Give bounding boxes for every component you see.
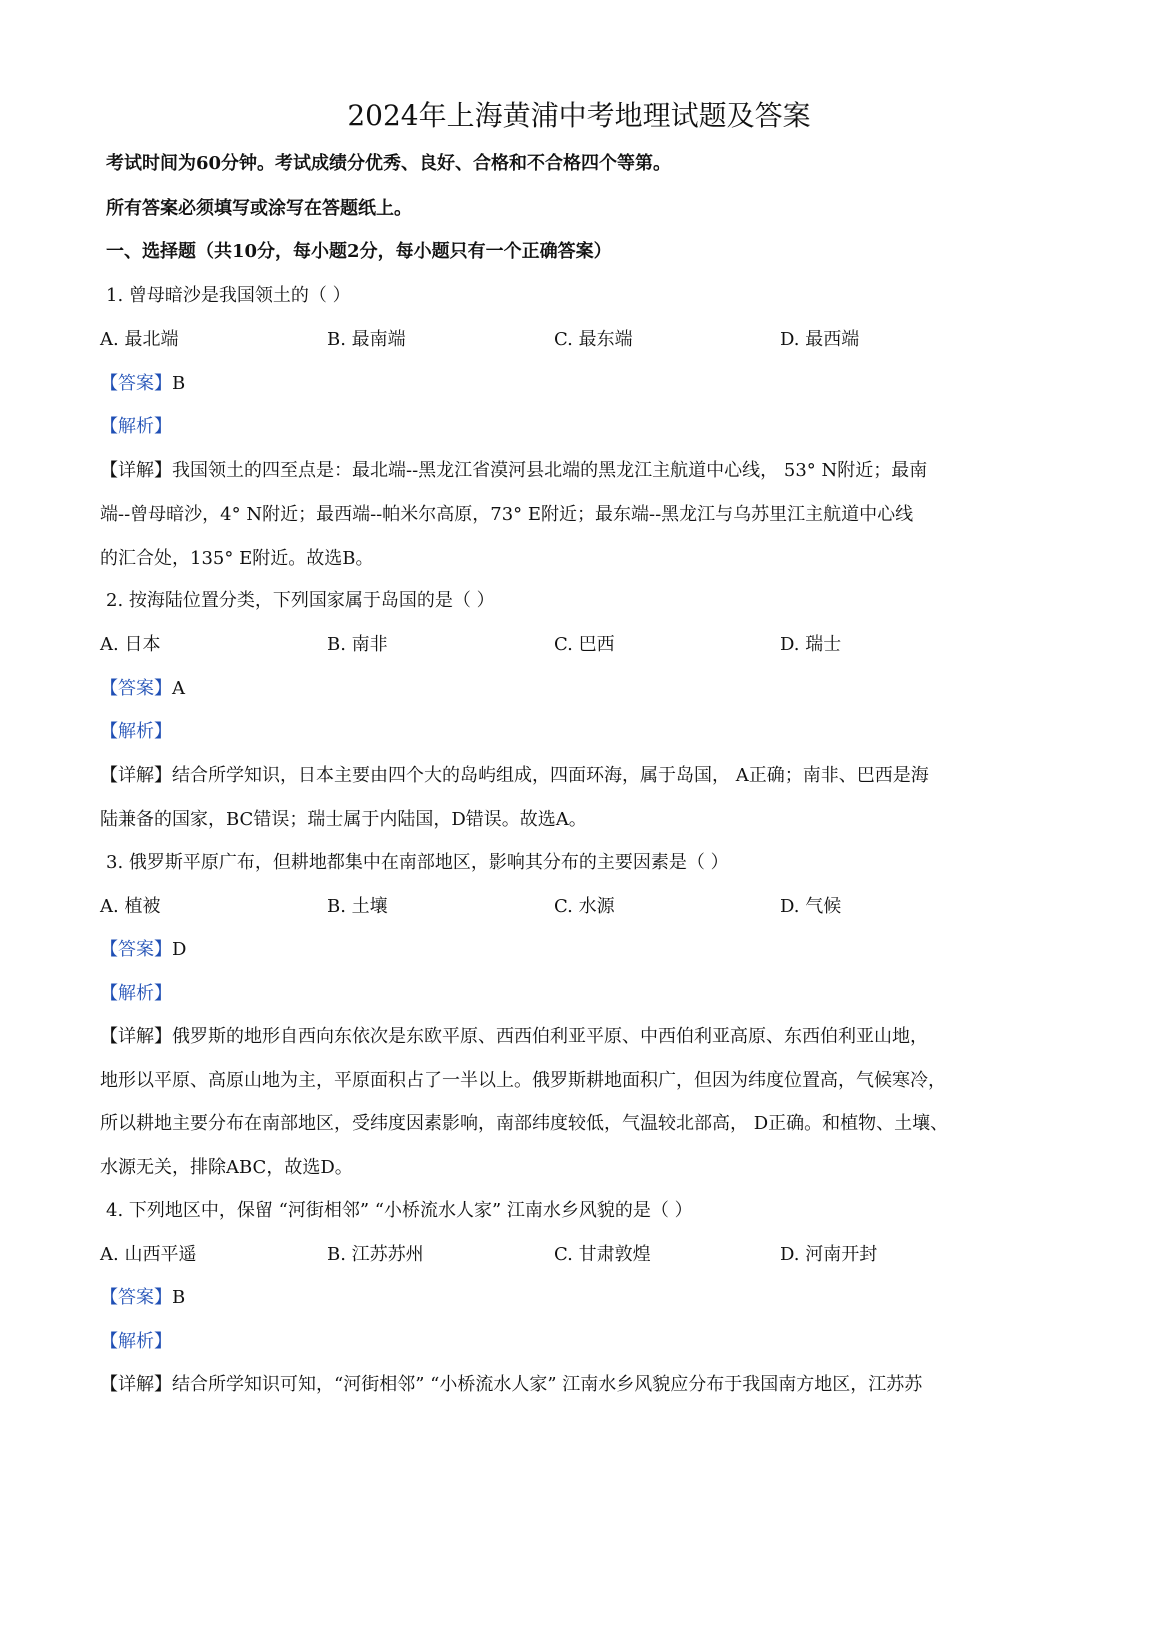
question-2-detail-line-2: 陆兼备的国家，BC错误；瑞士属于内陆国，D错误。故选A。 bbox=[100, 809, 587, 830]
answer-tag: 【答案】 bbox=[100, 373, 172, 394]
page-title: 2024年上海黄浦中考地理试题及答案 bbox=[347, 99, 811, 132]
question-3-stem: 3. 俄罗斯平原广布，但耕地都集中在南部地区，影响其分布的主要因素是（ ） bbox=[106, 852, 729, 873]
analysis-tag: 【解析】 bbox=[100, 721, 172, 742]
detail-text: 结合所学知识，日本主要由四个大的岛屿组成，四面环海，属于岛国， A正确；南非、巴西是海 bbox=[172, 765, 929, 786]
question-4-stem: 4. 下列地区中，保留 “河街相邻” “小桥流水人家” 江南水乡风貌的是（ ） bbox=[106, 1200, 693, 1221]
detail-tag: 【详解】 bbox=[100, 460, 172, 481]
question-1-stem: 1. 曾母暗沙是我国领土的（ ） bbox=[106, 285, 351, 306]
question-1-answer bbox=[100, 371, 1060, 397]
question-3-detail-line-2: 地形以平原、高原山地为主，平原面积占了一半以上。俄罗斯耕地面积广，但因为纬度位置高，气候寒冷， bbox=[100, 1070, 946, 1091]
detail-text: 结合所学知识可知，“河街相邻” “小桥流水人家” 江南水乡风貌应分布于我国南方地区，江苏苏 bbox=[172, 1374, 923, 1395]
detail-tag: 【详解】 bbox=[100, 765, 172, 786]
detail-tag: 【详解】 bbox=[100, 1026, 172, 1047]
question-4-detail-line-1 bbox=[100, 1372, 1060, 1398]
question-1-option-a: A. 最北端 bbox=[100, 329, 179, 350]
question-4-option-c: C. 甘肃敦煌 bbox=[554, 1244, 651, 1265]
exam-intro-answer-sheet: 所有答案必须填写或涂写在答题纸上。 bbox=[106, 198, 412, 219]
answer-value: B bbox=[172, 1287, 186, 1308]
question-3-option-d: D. 气候 bbox=[780, 896, 842, 917]
question-1-option-b: B. 最南端 bbox=[327, 329, 406, 350]
analysis-tag: 【解析】 bbox=[100, 416, 172, 437]
question-2-option-a: A. 日本 bbox=[100, 634, 161, 655]
section-heading: 一、选择题（共10分，每小题2分，每小题只有一个正确答案） bbox=[106, 241, 612, 262]
answer-tag: 【答案】 bbox=[100, 678, 172, 699]
detail-text: 我国领土的四至点是：最北端--黑龙江省漠河县北端的黑龙江主航道中心线， 53° N附近；最南 bbox=[172, 460, 928, 481]
question-1-detail-line-2: 端--曾母暗沙，4° N附近；最西端--帕米尔高原，73° E附近；最东端--黑龙江与乌苏里江主航道中心线 bbox=[100, 504, 914, 525]
question-4-option-d: D. 河南开封 bbox=[780, 1244, 878, 1265]
answer-value: D bbox=[172, 939, 187, 960]
question-3-analysis bbox=[100, 981, 1060, 1007]
detail-text: 俄罗斯的地形自西向东依次是东欧平原、西西伯利亚平原、中西伯利亚高原、东西伯利亚山地， bbox=[172, 1026, 928, 1047]
question-3-detail-line-1 bbox=[100, 1024, 1060, 1050]
question-2-answer bbox=[100, 676, 1060, 702]
analysis-tag: 【解析】 bbox=[100, 1331, 172, 1352]
question-3-answer bbox=[100, 937, 1060, 963]
question-1-detail-line-1 bbox=[100, 458, 1060, 484]
question-4-answer bbox=[100, 1285, 1060, 1311]
question-2-option-c: C. 巴西 bbox=[554, 634, 615, 655]
question-2-option-b: B. 南非 bbox=[327, 634, 388, 655]
question-3-detail-line-4: 水源无关，排除ABC，故选D。 bbox=[100, 1157, 353, 1178]
question-3-option-b: B. 土壤 bbox=[327, 896, 388, 917]
question-1-analysis bbox=[100, 414, 1060, 440]
answer-value: A bbox=[172, 678, 185, 699]
question-3-option-c: C. 水源 bbox=[554, 896, 615, 917]
question-1-option-c: C. 最东端 bbox=[554, 329, 633, 350]
exam-intro-time: 考试时间为60分钟。考试成绩分优秀、良好、合格和不合格四个等第。 bbox=[106, 153, 672, 174]
question-1-option-d: D. 最西端 bbox=[780, 329, 860, 350]
question-4-option-a: A. 山西平遥 bbox=[100, 1244, 197, 1265]
question-1-detail-line-3: 的汇合处，135° E附近。故选B。 bbox=[100, 548, 374, 569]
question-3-option-a: A. 植被 bbox=[100, 896, 161, 917]
detail-tag: 【详解】 bbox=[100, 1374, 172, 1395]
question-2-option-d: D. 瑞士 bbox=[780, 634, 842, 655]
question-2-stem: 2. 按海陆位置分类，下列国家属于岛国的是（ ） bbox=[106, 590, 495, 611]
question-4-analysis bbox=[100, 1329, 1060, 1355]
question-3-detail-line-3: 所以耕地主要分布在南部地区，受纬度因素影响，南部纬度较低，气温较北部高， D正确。和植物、土壤、 bbox=[100, 1113, 949, 1134]
question-2-analysis bbox=[100, 719, 1060, 745]
answer-tag: 【答案】 bbox=[100, 1287, 172, 1308]
answer-value: B bbox=[172, 373, 186, 394]
question-4-option-b: B. 江苏苏州 bbox=[327, 1244, 424, 1265]
question-2-detail-line-1 bbox=[100, 763, 1060, 789]
answer-tag: 【答案】 bbox=[100, 939, 172, 960]
analysis-tag: 【解析】 bbox=[100, 983, 172, 1004]
